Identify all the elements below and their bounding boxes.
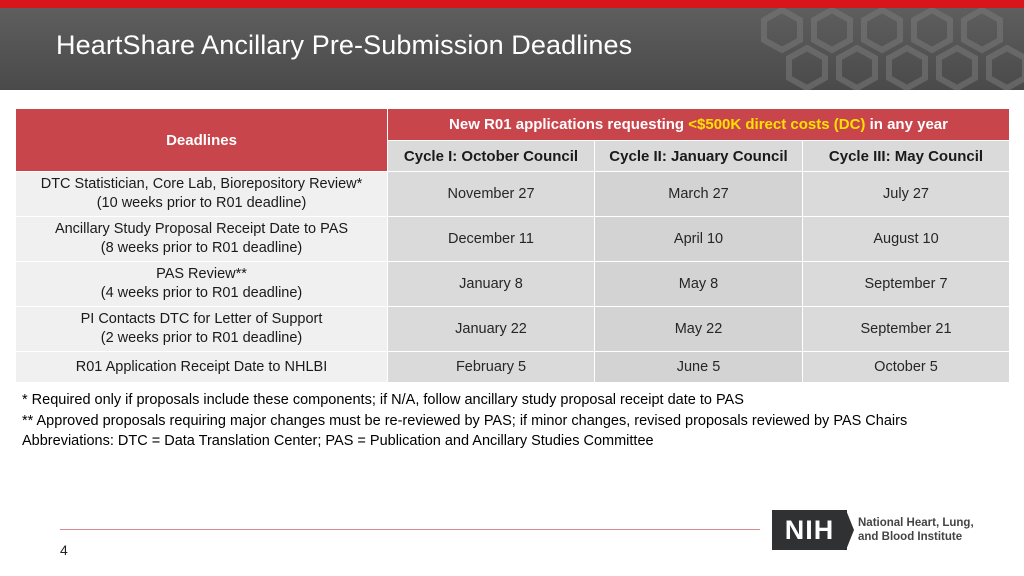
row-label-line2: (8 weeks prior to R01 deadline): [100, 240, 303, 256]
row-label: [16, 307, 388, 352]
date-cell: October 5: [803, 352, 1010, 383]
date-cell: May 22: [595, 307, 803, 352]
page-number: 4: [60, 542, 68, 558]
date-cell: March 27: [595, 172, 803, 217]
column-header-cycle-2: Cycle II: January Council: [595, 141, 803, 172]
date-cell: May 8: [595, 262, 803, 307]
table-row: [16, 217, 1010, 262]
row-label-line1: Ancillary Study Proposal Receipt Date to PAS: [54, 221, 349, 237]
group-header-after: in any year: [865, 116, 948, 133]
date-cell: July 27: [803, 172, 1010, 217]
date-cell: December 11: [388, 217, 595, 262]
row-label-line1: PI Contacts DTC for Letter of Support: [80, 311, 323, 327]
nih-logo-name: [858, 516, 974, 544]
footnote-required: * Required only if proposals include these components; if N/A, follow ancillary study proposal receipt date to PAS: [22, 392, 744, 408]
date-cell: April 10: [595, 217, 803, 262]
date-cell: February 5: [388, 352, 595, 383]
slide-title: HeartShare Ancillary Pre-Submission Deadlines: [56, 30, 633, 60]
table-group-header: [388, 109, 1010, 141]
nhlbi-logo: [772, 510, 990, 552]
date-cell: September 21: [803, 307, 1010, 352]
group-header-before: New R01 applications requesting: [449, 116, 689, 133]
table-row: [16, 307, 1010, 352]
table-row: [16, 172, 1010, 217]
footnotes: [22, 390, 1012, 452]
date-cell: January 8: [388, 262, 595, 307]
date-cell: January 22: [388, 307, 595, 352]
hexagon-pattern-decoration: [724, 8, 1024, 90]
row-label: [16, 217, 388, 262]
date-cell: September 7: [803, 262, 1010, 307]
table-corner-header: Deadlines: [16, 109, 388, 172]
nih-logo-chevron: [846, 510, 854, 550]
footnote-abbreviations: Abbreviations: DTC = Data Translation Center; PAS = Publication and Ancillary Studies Committee: [22, 433, 654, 449]
nih-logo-name-line2: and Blood Institute: [858, 531, 963, 543]
footnote-approved: ** Approved proposals requiring major changes must be re-reviewed by PAS; if minor changes, revised proposals reviewed by PAS Chairs: [22, 412, 908, 429]
nih-logo-name-line1: National Heart, Lung,: [858, 517, 974, 529]
row-label-line2: (2 weeks prior to R01 deadline): [100, 330, 303, 346]
date-cell: June 5: [595, 352, 803, 383]
date-cell: August 10: [803, 217, 1010, 262]
row-label-line1: DTC Statistician, Core Lab, Biorepository Review*: [40, 176, 363, 192]
column-header-cycle-3: Cycle III: May Council: [803, 141, 1010, 172]
nih-logo-mark: NIH: [772, 510, 847, 550]
slide-header: [0, 8, 1024, 90]
row-label: [16, 352, 388, 383]
date-cell: November 27: [388, 172, 595, 217]
row-label-line2: (10 weeks prior to R01 deadline): [96, 195, 307, 211]
row-label-line2: (4 weeks prior to R01 deadline): [100, 285, 303, 301]
row-label-line1: R01 Application Receipt Date to NHLBI: [75, 358, 328, 375]
footer-divider: [60, 529, 760, 530]
row-label: [16, 172, 388, 217]
top-red-strip: [0, 0, 1024, 8]
table-row: [16, 262, 1010, 307]
deadlines-table: [15, 108, 1010, 383]
row-label: [16, 262, 388, 307]
table-row: [16, 352, 1010, 383]
row-label-line1: PAS Review**: [156, 266, 247, 282]
group-header-highlight: <$500K direct costs (DC): [688, 116, 866, 133]
column-header-cycle-1: Cycle I: October Council: [388, 141, 595, 172]
